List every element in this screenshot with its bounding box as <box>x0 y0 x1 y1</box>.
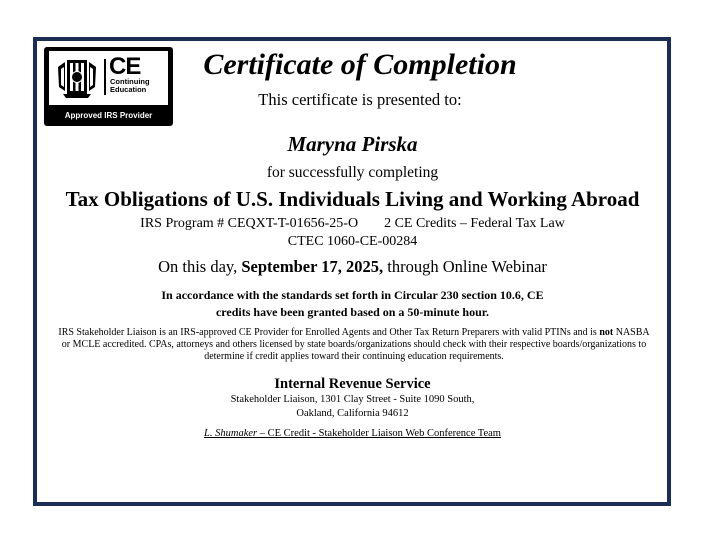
certificate-title: Certificate of Completion <box>203 48 517 81</box>
disclaimer-part: IRS Stakeholder Liaison is an IRS-approved CE Provider for Enrolled Agents and Other Tax Return Preparers with valid PTINs and is <box>58 327 597 338</box>
approved-provider-label: Approved IRS Provider <box>64 111 153 120</box>
disclaimer-text <box>58 327 650 363</box>
address-line: Stakeholder Liaison, 1301 Clay Street - Suite 1090 South, <box>230 394 475 405</box>
completion-text: for successfully completing <box>266 164 439 181</box>
program-line <box>40 216 665 232</box>
issuer-name: Internal Revenue Service <box>274 376 431 392</box>
issuer-address <box>40 393 665 421</box>
ce-mark: CE <box>109 53 141 80</box>
irs-eagle-icon <box>55 57 99 99</box>
onday-prefix: On this day, <box>158 257 238 276</box>
signature-team: – CE Credit - Stakeholder Liaison Web Conference Team <box>257 428 501 439</box>
ce-sub-line: Education <box>110 85 147 94</box>
completion-date: September 17, 2025, <box>241 257 384 276</box>
address-line: Oakland, California 94612 <box>296 408 409 419</box>
signature-line <box>40 428 665 439</box>
onday-suffix: through Online Webinar <box>387 257 547 276</box>
logo-divider <box>104 59 106 95</box>
standards-statement <box>40 287 665 321</box>
disclaimer-not: not <box>599 327 614 338</box>
ce-credits: 2 CE Credits – Federal Tax Law <box>384 216 565 231</box>
ce-sub-line: Continuing <box>110 77 150 86</box>
presented-to-text: This certificate is presented to: <box>258 90 462 109</box>
recipient-name: Maryna Pirska <box>287 132 418 156</box>
signature-name: L. Shumaker <box>204 428 258 439</box>
ctec-number: CTEC 1060-CE-00284 <box>287 234 418 249</box>
course-title: Tax Obligations of U.S. Individuals Living and Working Abroad <box>65 187 640 211</box>
standards-line: In accordance with the standards set forth in Circular 230 section 10.6, CE <box>161 288 544 302</box>
disclaimer-part: NASBA or MCLE accredited. CPAs, attorneys and others licensed by state boards/organizations should check with their respective boards/organizations to determine if credit applies toward their continuing education requirements. <box>61 327 650 362</box>
signature <box>204 428 501 439</box>
standards-line: credits have been granted based on a 50-minute hour. <box>215 305 490 319</box>
program-number: IRS Program # CEQXT-T-01656-25-O <box>140 216 359 231</box>
completion-date-line <box>40 257 665 277</box>
